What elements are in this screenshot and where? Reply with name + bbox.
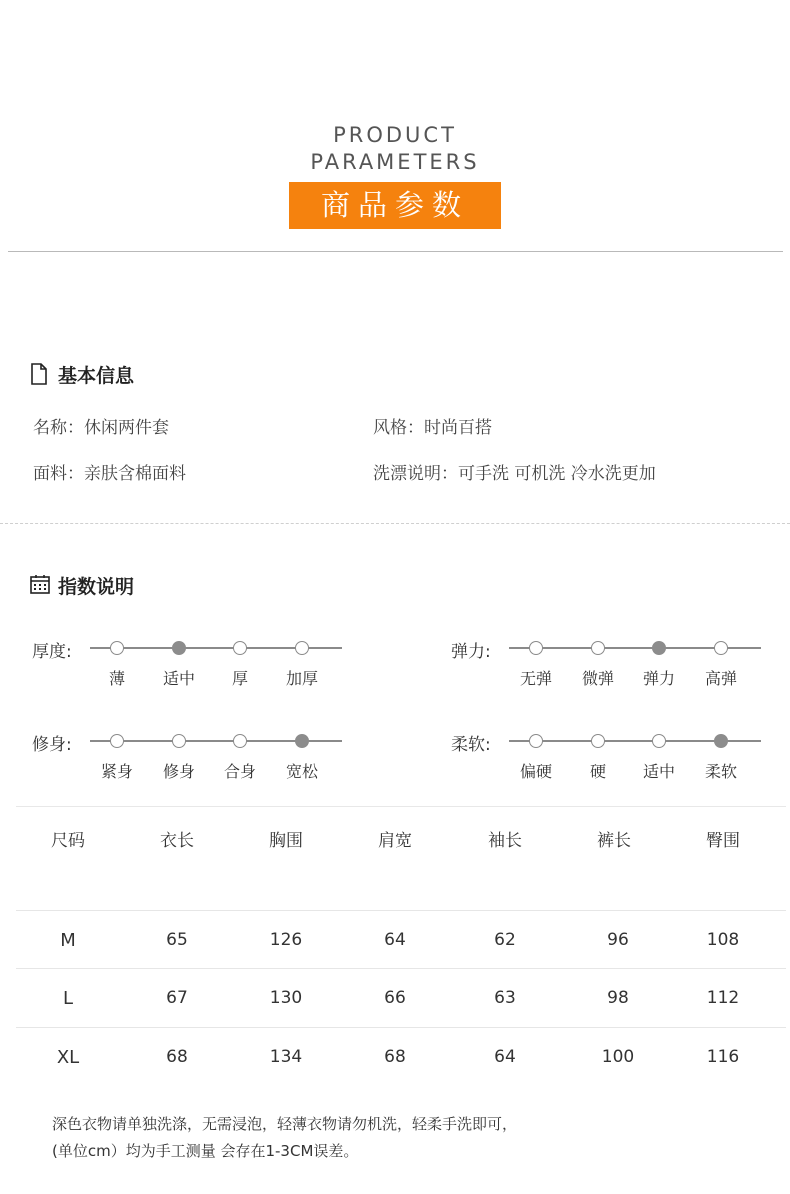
table-cell: 116: [706, 1047, 740, 1067]
table-cell: 63: [494, 988, 516, 1008]
measure-note: (单位cm）均为手工测量 会存在1-3CM误差。: [52, 1142, 359, 1160]
table-cell: M: [60, 930, 76, 951]
product-fabric: 面料：亲肤含棉面料: [33, 464, 186, 484]
softness-dot-2: [591, 734, 605, 748]
table-cell: 112: [706, 988, 740, 1008]
table-cell: 64: [494, 1047, 516, 1067]
header-pants-length: 裤长: [597, 831, 631, 851]
table-cell: 66: [384, 988, 406, 1008]
table-cell: 134: [269, 1047, 303, 1067]
thickness-dot-4: [295, 641, 309, 655]
elasticity-dot-1: [529, 641, 543, 655]
index-title-text: 指数说明: [58, 575, 135, 598]
thickness-option-1: 薄: [108, 669, 125, 688]
table-cell: 108: [706, 930, 740, 950]
softness-dot-4: [714, 734, 728, 748]
section-divider: [0, 523, 790, 524]
table-cell: 64: [384, 930, 406, 950]
softness-dot-3: [652, 734, 666, 748]
thickness-dot-2: [172, 641, 186, 655]
index-title: [30, 571, 134, 599]
basic-info-title-text: 基本信息: [58, 364, 135, 387]
wash-instructions: 洗漂说明：可手洗 可机洗 冷水洗更加: [373, 464, 656, 484]
table-divider: [16, 910, 786, 911]
elasticity-dot-4: [714, 641, 728, 655]
header-en-line2: PARAMETERS: [310, 150, 480, 174]
header-en-line1: PRODUCT: [333, 123, 457, 147]
fit-option-1: 紧身: [100, 762, 133, 781]
table-cell: 68: [166, 1047, 188, 1067]
thickness-label: 厚度:: [32, 642, 72, 662]
table-cell: 98: [607, 988, 629, 1008]
table-cell: L: [62, 988, 74, 1009]
product-style: 风格：时尚百搭: [373, 418, 492, 438]
fit-option-4: 宽松: [285, 762, 318, 781]
elasticity-scale: [451, 637, 771, 697]
thickness-option-2: 适中: [162, 669, 195, 688]
softness-scale: [451, 730, 771, 790]
table-cell: XL: [56, 1047, 80, 1068]
fit-dot-4: [295, 734, 309, 748]
header-cn-title: 商品参数: [289, 182, 501, 229]
document-icon: [30, 363, 48, 385]
table-cell: 65: [166, 930, 188, 950]
fit-option-2: 修身: [162, 762, 195, 781]
elasticity-option-1: 无弹: [519, 669, 552, 688]
header-length: 衣长: [160, 831, 194, 851]
basic-info-title: [30, 360, 134, 388]
table-cell: 68: [384, 1047, 406, 1067]
thickness-dot-1: [110, 641, 124, 655]
header-shoulder: 肩宽: [378, 831, 412, 851]
elasticity-option-4: 高弹: [704, 669, 737, 688]
table-divider: [16, 1027, 786, 1028]
softness-option-3: 适中: [642, 762, 675, 781]
header-divider: [8, 251, 783, 252]
elasticity-option-2: 微弹: [581, 669, 614, 688]
table-cell: 96: [607, 930, 629, 950]
table-cell: 62: [494, 930, 516, 950]
calendar-icon: [30, 574, 48, 596]
thickness-scale: [32, 637, 352, 697]
table-cell: 67: [166, 988, 188, 1008]
table-top-border: [16, 806, 786, 807]
table-cell: 100: [601, 1047, 635, 1067]
elasticity-option-3: 弹力: [642, 669, 675, 688]
table-divider: [16, 968, 786, 969]
fit-dot-1: [110, 734, 124, 748]
fit-label: 修身:: [32, 735, 72, 755]
header-chest: 胸围: [269, 831, 303, 851]
fit-dot-3: [233, 734, 247, 748]
header-sleeve: 袖长: [488, 831, 522, 851]
softness-option-2: 硬: [589, 762, 606, 781]
elasticity-label: 弹力:: [451, 642, 491, 662]
thickness-dot-3: [233, 641, 247, 655]
thickness-option-3: 厚: [231, 669, 248, 688]
softness-label: 柔软:: [451, 735, 491, 755]
elasticity-dot-3: [652, 641, 666, 655]
header-hip: 臀围: [706, 831, 740, 851]
care-note: 深色衣物请单独洗涤，无需浸泡，轻薄衣物请勿机洗，轻柔手洗即可，: [52, 1115, 518, 1133]
fit-scale: [32, 730, 352, 790]
fit-option-3: 合身: [223, 762, 256, 781]
thickness-option-4: 加厚: [285, 669, 318, 688]
elasticity-dot-2: [591, 641, 605, 655]
product-name: 名称：休闲两件套: [33, 418, 169, 438]
softness-option-4: 柔软: [704, 762, 737, 781]
softness-option-1: 偏硬: [519, 762, 552, 781]
fit-dot-2: [172, 734, 186, 748]
softness-dot-1: [529, 734, 543, 748]
table-cell: 126: [269, 930, 303, 950]
header-size: 尺码: [51, 831, 85, 851]
table-cell: 130: [269, 988, 303, 1008]
